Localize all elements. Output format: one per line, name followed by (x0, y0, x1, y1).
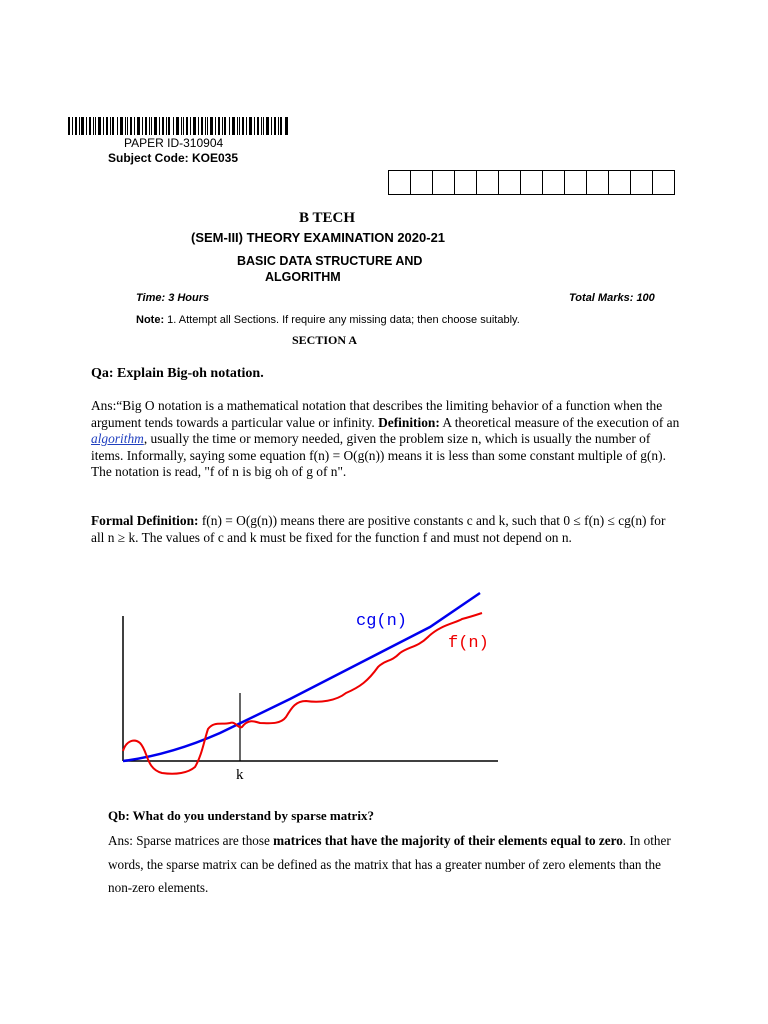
answer-b-rest: . In other words, the sparse matrix can be defined as the matrix that has a greater number of zero elements than the non-zero elements. (108, 833, 671, 895)
total-marks: Total Marks: 100 (569, 292, 655, 304)
big-o-graph (90, 583, 520, 783)
note-text: 1. Attempt all Sections. If require any missing data; then choose suitably. (164, 314, 520, 326)
course-title-line1: BASIC DATA STRUCTURE AND (237, 254, 423, 268)
roll-number-box (652, 170, 675, 195)
answer-a-mid: A theoretical measure of the execution of an (439, 414, 680, 430)
cg-n-curve (123, 593, 480, 761)
question-b: Qb: What do you understand by sparse matrix? (108, 808, 374, 823)
roll-number-box (476, 170, 499, 195)
roll-number-box (542, 170, 565, 195)
subject-code: Subject Code: KOE035 (108, 151, 239, 165)
question-a: Qa: Explain Big-oh notation. (91, 366, 264, 381)
roll-number-box (608, 170, 631, 195)
definition-label: Definition: (378, 414, 440, 430)
roll-number-box (586, 170, 609, 195)
degree-title: B TECH (299, 210, 355, 226)
note (136, 314, 520, 326)
roll-number-box (410, 170, 433, 195)
answer-b-bold: matrices that have the majority of their elements equal to zero (273, 833, 623, 848)
roll-number-box (630, 170, 653, 195)
roll-number-box (432, 170, 455, 195)
paper-id: PAPER ID-310904 (124, 136, 224, 150)
f-n-label: f(n) (448, 634, 489, 653)
formal-definition-label: Formal Definition: (91, 513, 199, 528)
course-title-line2: ALGORITHM (265, 270, 341, 284)
exam-title: (SEM-III) THEORY EXAMINATION 2020-21 (191, 230, 446, 245)
cg-n-label: cg(n) (356, 612, 408, 631)
answer-a-rest: , usually the time or memory needed, given the problem size n, which is usually the number of items. Informally, saying some equation f(n) = O(g(n)) means it is less than some constant multiple of g(n). The notation is read, "f of n is big oh of g of n". (91, 431, 666, 480)
roll-number-box (564, 170, 587, 195)
formal-definition (91, 513, 681, 546)
answer-b-intro: Ans: Sparse matrices are those (108, 833, 274, 848)
answer-a-intro: Ans:“Big O notation is a mathematical notation that describes the limiting behavior of a function when the argument tends towards a particular value or infinity. (91, 398, 663, 430)
roll-number-boxes (389, 170, 675, 195)
roll-number-box (388, 170, 411, 195)
time-allowed: Time: 3 Hours (136, 292, 210, 304)
roll-number-box (520, 170, 543, 195)
k-label: k (236, 767, 244, 783)
algorithm-link[interactable]: algorithm (91, 431, 144, 447)
roll-number-box (454, 170, 477, 195)
answer-a (91, 398, 681, 481)
barcode (68, 117, 288, 135)
note-label: Note: (136, 314, 165, 326)
section-heading: SECTION A (292, 333, 358, 347)
roll-number-box (498, 170, 521, 195)
formal-definition-text: f(n) = O(g(n)) means there are positive constants c and k, such that 0 ≤ f(n) ≤ cg(n) for all n ≥ k. The values of c and k must be fixed for the function f and must not depend on n. (91, 513, 666, 545)
answer-b (108, 829, 688, 900)
